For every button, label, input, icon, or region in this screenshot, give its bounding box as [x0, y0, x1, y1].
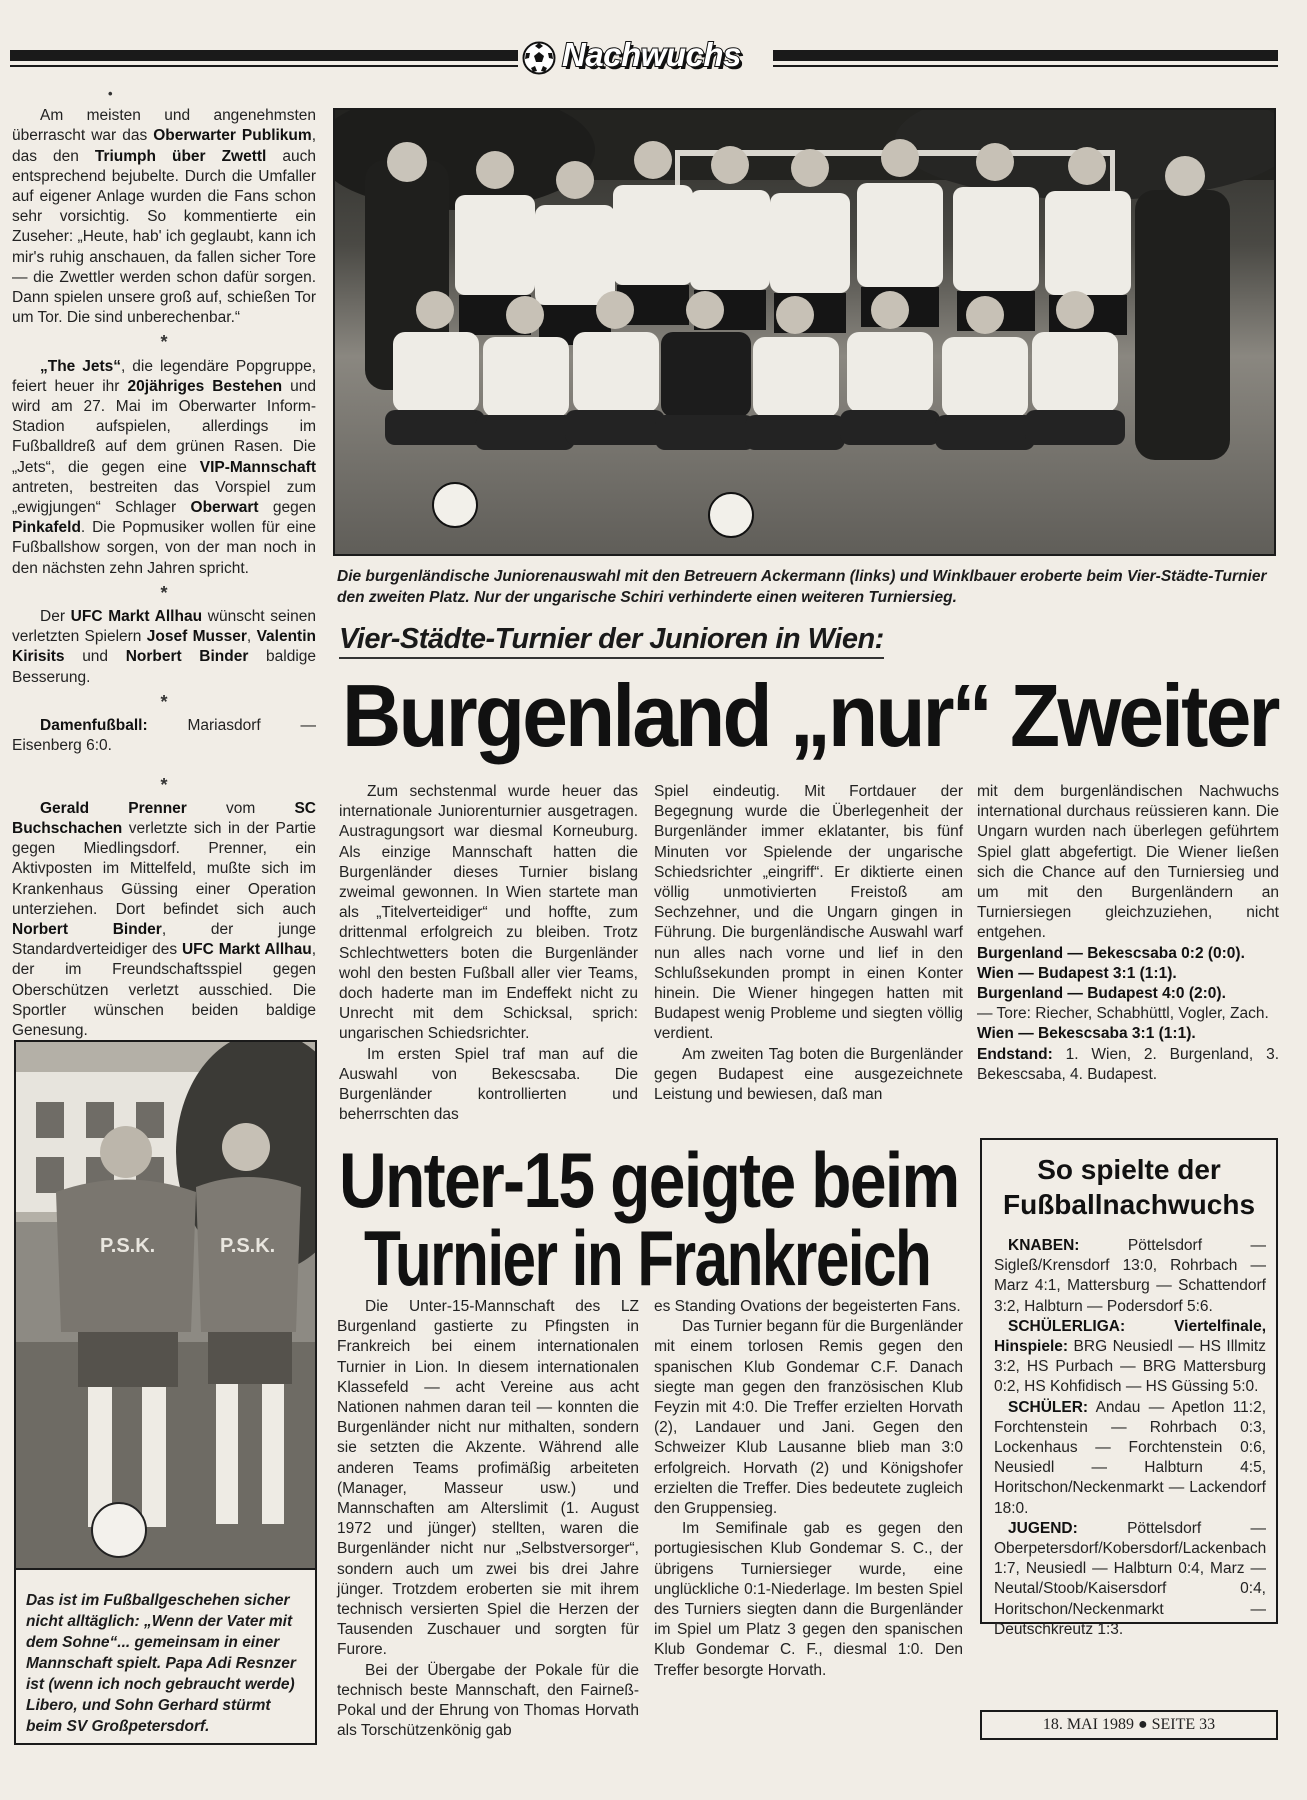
result-line: Wien — Budapest 3:1 (1:1).	[977, 964, 1177, 982]
article2-paragraph: es Standing Ovations der begeisterten Fans.	[654, 1298, 961, 1315]
section-title: Nachwuchs	[562, 36, 741, 73]
results-entry: SCHÜLER: Andau — Apetlon 11:2, Forchtenstein — Rohrbach 0:3, Lockenhaus — Forchtenstein 0:6, Neusiedl — Halbturn 4:5, Horitschon/Neckenmarkt — Lackendorf 18:0.	[994, 1398, 1266, 1517]
article1-paragraph: mit dem burgenländischen Nachwuchs international durchaus reüssieren kann. Die Ungarn wurden nach überlegen geführtem Spiel glatt abgefertigt. Die Wiener ließen sich die Chance auf den Turniersieg und um mit den Burgenländern an Turniersiegen gleichzuziehen, nicht entgehen.	[977, 783, 1279, 942]
separator: *	[160, 332, 168, 353]
article2-headline-line2: Turnier in Frankreich	[364, 1214, 931, 1302]
article2-paragraph: Die Unter-15-Mannschaft des LZ Burgenland gastierte zu Pfingsten in Frankreich bei einem internationalen Turnier in Lion. In diesem internationalen Klassefeld — acht Vereine aus acht Nationen nahmen daran teil — konnten die Burgenländer nicht nur mithalten, sondern sie setzten die Akzente. Während alle anderen Teams profimäßig arbeiteten (Manager, Masseur usw.) und Mannschaften am Alterslimit (1. August 1972 und jünger) stellten, waren die Burgenländer nicht nur „Selbstversorger“, sondern auch um zwei bis drei Jahre jünger. Trotzdem eroberten sie mit ihrem technisch versierten Spiel die Herzen der Tausenden Zuschauer und sorgten für Furore.	[337, 1298, 639, 1659]
article2-col1	[337, 1297, 639, 1741]
result-line: Burgenland — Budapest 4:0 (2:0).	[977, 985, 1226, 1003]
soccer-ball-icon	[522, 41, 556, 75]
father-son-photo	[14, 1040, 317, 1570]
article2-headline-line1: Unter-15 geigte beim	[339, 1136, 959, 1224]
note-damenfussball: Damenfußball: Mariasdorf — Eisenberg 6:0.	[12, 717, 316, 755]
result-line: Endstand: 1. Wien, 2. Burgenland, 3. Bekescsaba, 4. Budapest.	[977, 1045, 1279, 1083]
separator: *	[160, 774, 168, 795]
footer-date-page: 18. MAI 1989 ● SEITE 33	[980, 1710, 1278, 1740]
shirt-text-father: P.S.K.	[100, 1235, 156, 1257]
father-son-caption-text: Das ist im Fußballgeschehen sicher nicht alltäglich: „Wenn der Vater mit dem Sohne“... gemeinsam in einer Mannschaft spielt. Papa Adi Resnzer ist (wenn ich noch gebraucht werde) Libero, und Sohn Gerhard stürmt beim SV Großpetersdorf.	[26, 1592, 296, 1735]
note-gerald-prenner: Gerald Prenner vom SC Buchschachen verletzte sich in der Partie gegen Miedlingsdorf. Prenner, ein Aktivposten im Mittelfeld, mußte sich im Krankenhaus Güssing einer Operation unterziehen. Dort befindet sich auch Norbert Binder, der junge Standardverteidiger des UFC Markt Allhau, der im Freundschaftsspiel gegen Oberschützen verletzt ausschied. Die Sportler wünschen beiden baldige Genesung.	[12, 799, 317, 1039]
article1-col2	[654, 782, 963, 1105]
father-son-caption-box	[14, 1570, 317, 1745]
shirt-text-son: P.S.K.	[220, 1235, 276, 1257]
result-line: Wien — Bekescsaba 3:1 (1:1).	[977, 1025, 1196, 1043]
note-oberwart-publikum: Am meisten und angenehmsten überrascht war das Oberwarter Publikum, das den Triumph über Zwettl auch entsprechend bejubelte. Durch die Umfaller auf eigener Anlage wurden die Fans schon sehr vorsichtig. So kommentierte ein Zuseher: „Heute, hab' ich geglaubt, kann ich mir's ruhig anschauen, da fallen sicher Tore — die Zwettler werden schon dafür sorgen. Dann spielen unsere groß auf, schießen Tor um Tor. Die sind unberechenbar.“	[12, 107, 316, 327]
results-box-entries	[994, 1236, 1266, 1640]
results-entry: JUGEND: Pöttelsdorf — Oberpetersdorf/Kobersdorf/Lackenbach 1:7, Neusiedl — Halbturn 0:4, Marz — Neutal/Stoob/Kaisersdorf 0:4, Horitschon/Neckenmarkt — Deutschkreutz 1:3.	[994, 1519, 1267, 1638]
results-box-title-line2: Fußballnachwuchs	[1002, 1189, 1256, 1220]
results-entry: SCHÜLERLIGA: Viertelfinale, Hinspiele: BRG Neusiedl — HS Illmitz 3:2, HS Purbach — BRG Mattersburg 0:2, HS Kohfidisch — HS Güssing 5:0.	[994, 1317, 1266, 1396]
left-column	[12, 84, 316, 1041]
results-box	[980, 1138, 1278, 1638]
article2-paragraph: Im Semifinale gab es gegen den portugiesischen Klub Gondemar S. C., der übrigens Turniersieger wurde, eine unglückliche 0:1-Niederlage. Im besten Spiel des Turniers siegten dann die Burgenländer im Spiel um Platz 3 gegen den spanischen Klub Gondemar C. F., diesmal 1:0. Den Treffer besorgte Horvath.	[654, 1520, 963, 1679]
header-rule-right	[773, 50, 1278, 61]
article1-paragraph: Spiel eindeutig. Mit Fortdauer der Begegnung wurde die Überlegenheit der Burgenländer immer eklatanter, bis fünf Minuten vor Spielende der ungarische Schiedsrichter „eingriff“. Er diktierte einen völlig unmotivierten Freistoß am Sechzehner, und die Ungarn gingen in Führung. Die burgenländische Auswahl warf nun alles nach vorne und lief in den Schlußsekunden prompt in einen Konter hinein. Die Wiener hingegen hatten mit Budapest wenig Probleme und siegten völlig verdient.	[654, 783, 963, 1043]
header-rule-left	[10, 50, 518, 61]
note-the-jets: „The Jets“, die legendäre Popgruppe, feiert heuer ihr 20jähriges Bestehen und wird am 27. Mai im Oberwarter Inform-Stadion aufspielen, allerdings im Fußballdreß auf dem grünen Rasen. Die „Jets“, die gegen eine VIP-Mannschaft antreten, bestreiten das Vorspiel zum „ewigjungen“ Schlager Oberwart gegen Pinkafeld. Die Popmusiker wollen für eine Fußballshow sorgen, von der man noch in den nächsten zehn Jahren spricht.	[12, 357, 317, 577]
article1-col1	[339, 782, 638, 1125]
article2-paragraph: Das Turnier begann für die Burgenländer mit einem torlosen Remis gegen den spanischen Klub Gondemar C.F. Danach siegte man gegen den französischen Klub Feyzin mit 4:0. Die Treffer erzielten Horvath (2), Landauer und Jani. Gegen den Schweizer Klub Lausanne blieb man 3:0 erfolgreich. Horvath (2) und Königshofer erzielten die Treffer. Dies bedeutete zugleich den Gruppensieg.	[654, 1318, 963, 1518]
article2-paragraph: Bei der Übergabe der Pokale für die technisch beste Mannschaft, den Fairneß-Pokal und der Ehrung von Thomas Horvath als Torschützenkönig gab	[337, 1661, 639, 1740]
team-photo-caption: Die burgenländische Juniorenauswahl mit den Betreuern Ackermann (links) und Winklbauer eroberte beim Vier-Städte-Turnier den zweiten Platz. Nur der ungarische Schiri verhinderte einen weiteren Turniersieg.	[337, 568, 1267, 606]
result-line: — Tore: Riecher, Schabhüttl, Vogler, Zach.	[977, 1005, 1269, 1023]
article1-col3	[977, 782, 1279, 1085]
article2-col2	[654, 1297, 963, 1681]
column-bullet: •	[108, 86, 113, 101]
article1-kicker: Vier-Städte-Turnier der Junioren in Wien:	[339, 623, 884, 659]
team-photo	[333, 108, 1276, 556]
separator: *	[160, 582, 168, 603]
article1-paragraph: Am zweiten Tag boten die Burgenländer gegen Budapest eine ausgezeichnete Leistung und bewiesen, daß man	[654, 1045, 963, 1104]
result-line: Burgenland — Bekescsaba 0:2 (0:0).	[977, 944, 1245, 962]
article1-paragraph: Im ersten Spiel traf man auf die Auswahl von Bekescsaba. Die Burgenländer kontrollierten und beherrschten das	[339, 1045, 638, 1124]
article1-headline: Burgenland „nur“ Zweiter	[342, 666, 1278, 765]
results-box-title	[982, 1152, 1276, 1222]
article1-results	[977, 944, 1279, 1085]
note-markt-allhau: Der UFC Markt Allhau wünscht seinen verletzten Spielern Josef Musser, Valentin Kirisits und Norbert Binder baldige Besserung.	[12, 608, 317, 686]
results-entry: KNABEN: Pöttelsdorf — Sigleß/Krensdorf 13:0, Rohrbach — Marz 4:1, Mattersburg — Schattendorf 3:2, Halbturn — Podersdorf 5:6.	[994, 1237, 1266, 1315]
article1-paragraph: Zum sechstenmal wurde heuer das internationale Juniorenturnier ausgetragen. Austragungsort war diesmal Korneuburg. Als einzige Mannschaft hatten die Burgenländer dieses Turnier bislang zweimal gewonnen. In Wien startete man als „Titelverteidiger“ und hoffte, zum drittenmal erfolgreich zu bleiben. Trotz Schlechtwetters boten die Burgenländer wohl den besten Fußball aller vier Teams, doch haderte man im Endeffekt nicht zu Unrecht mit dem Schicksal, sprich: ungarischen Schiedsrichter.	[339, 783, 638, 1043]
separator: *	[160, 691, 168, 712]
results-box-title-line1: So spielte der	[1037, 1154, 1221, 1185]
